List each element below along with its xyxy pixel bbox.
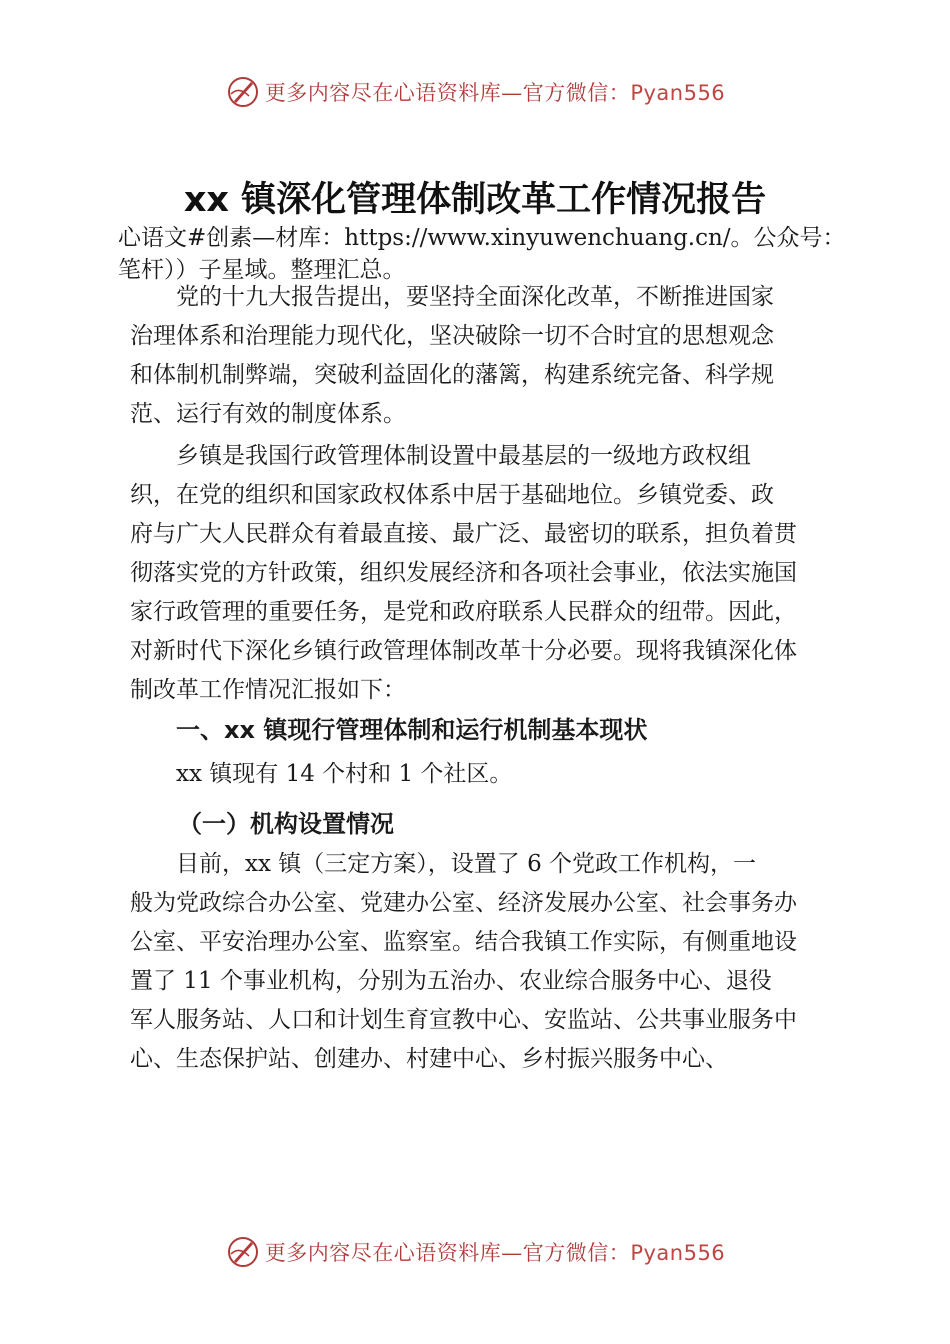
- paragraph-line: 和体制机制弊端，突破利益固化的藩篱，构建系统完备、科学规: [130, 362, 774, 388]
- paragraph-line: 府与广大人民群众有着最直接、最广泛、最密切的联系，担负着贯: [130, 521, 797, 547]
- paragraph-line: 般为党政综合办公室、党建办公室、经济发展办公室、社会事务办: [130, 890, 797, 916]
- quill-logo-icon: [225, 74, 261, 110]
- paragraph-line: 乡镇是我国行政管理体制设置中最基层的一级地方政权组: [176, 443, 751, 469]
- paragraph-line: 范、运行有效的制度体系。: [130, 401, 406, 427]
- header-banner: [0, 72, 950, 112]
- paragraph-line: xx 镇现有 14 个村和 1 个社区。: [176, 761, 513, 787]
- paragraph-line: 制改革工作情况汇报如下：: [130, 677, 406, 703]
- paragraph-line: 对新时代下深化乡镇行政管理体制改革十分必要。现将我镇深化体: [130, 638, 797, 664]
- paragraph-line: 治理体系和治理能力现代化，坚决破除一切不合时宜的思想观念: [130, 323, 774, 349]
- banner-text: 更多内容尽在心语资料库—官方微信：Pyan556: [264, 81, 726, 105]
- subsection-heading: （一）机构设置情况: [178, 810, 394, 838]
- paragraph-line: 家行政管理的重要任务，是党和政府联系人民群众的纽带。因此，: [130, 599, 797, 625]
- section-heading: 一、xx 镇现行管理体制和运行机制基本现状: [176, 716, 648, 744]
- quill-logo-icon: [225, 1234, 261, 1270]
- paragraph-line: 织，在党的组织和国家政权体系中居于基础地位。乡镇党委、政: [130, 482, 774, 508]
- source-line: 心语文#创素—材库：https://www.xinyuwenchuang.cn/。公众号：: [118, 225, 846, 251]
- paragraph-line: 党的十九大报告提出，要坚持全面深化改革，不断推进国家: [176, 284, 774, 310]
- footer-banner: [0, 1232, 950, 1272]
- paragraph-line: 心、生态保护站、创建办、村建中心、乡村振兴服务中心、: [130, 1046, 728, 1072]
- paragraph-line: 目前，xx 镇（三定方案），设置了 6 个党政工作机构，一: [176, 851, 757, 877]
- document-title: xx 镇深化管理体制改革工作情况报告: [183, 180, 767, 220]
- paragraph-line: 公室、平安治理办公室、监察室。结合我镇工作实际，有侧重地设: [130, 929, 797, 955]
- paragraph-line: 置了 11 个事业机构，分别为五治办、农业综合服务中心、退役: [130, 968, 772, 994]
- paragraph-line: 彻落实党的方针政策，组织发展经济和各项社会事业，依法实施国: [130, 560, 797, 586]
- source-line: 笔杆））子星域。整理汇总。: [118, 257, 406, 283]
- banner-text: 更多内容尽在心语资料库—官方微信：Pyan556: [264, 1241, 726, 1265]
- paragraph-line: 军人服务站、人口和计划生育宣教中心、安监站、公共事业服务中: [130, 1007, 797, 1033]
